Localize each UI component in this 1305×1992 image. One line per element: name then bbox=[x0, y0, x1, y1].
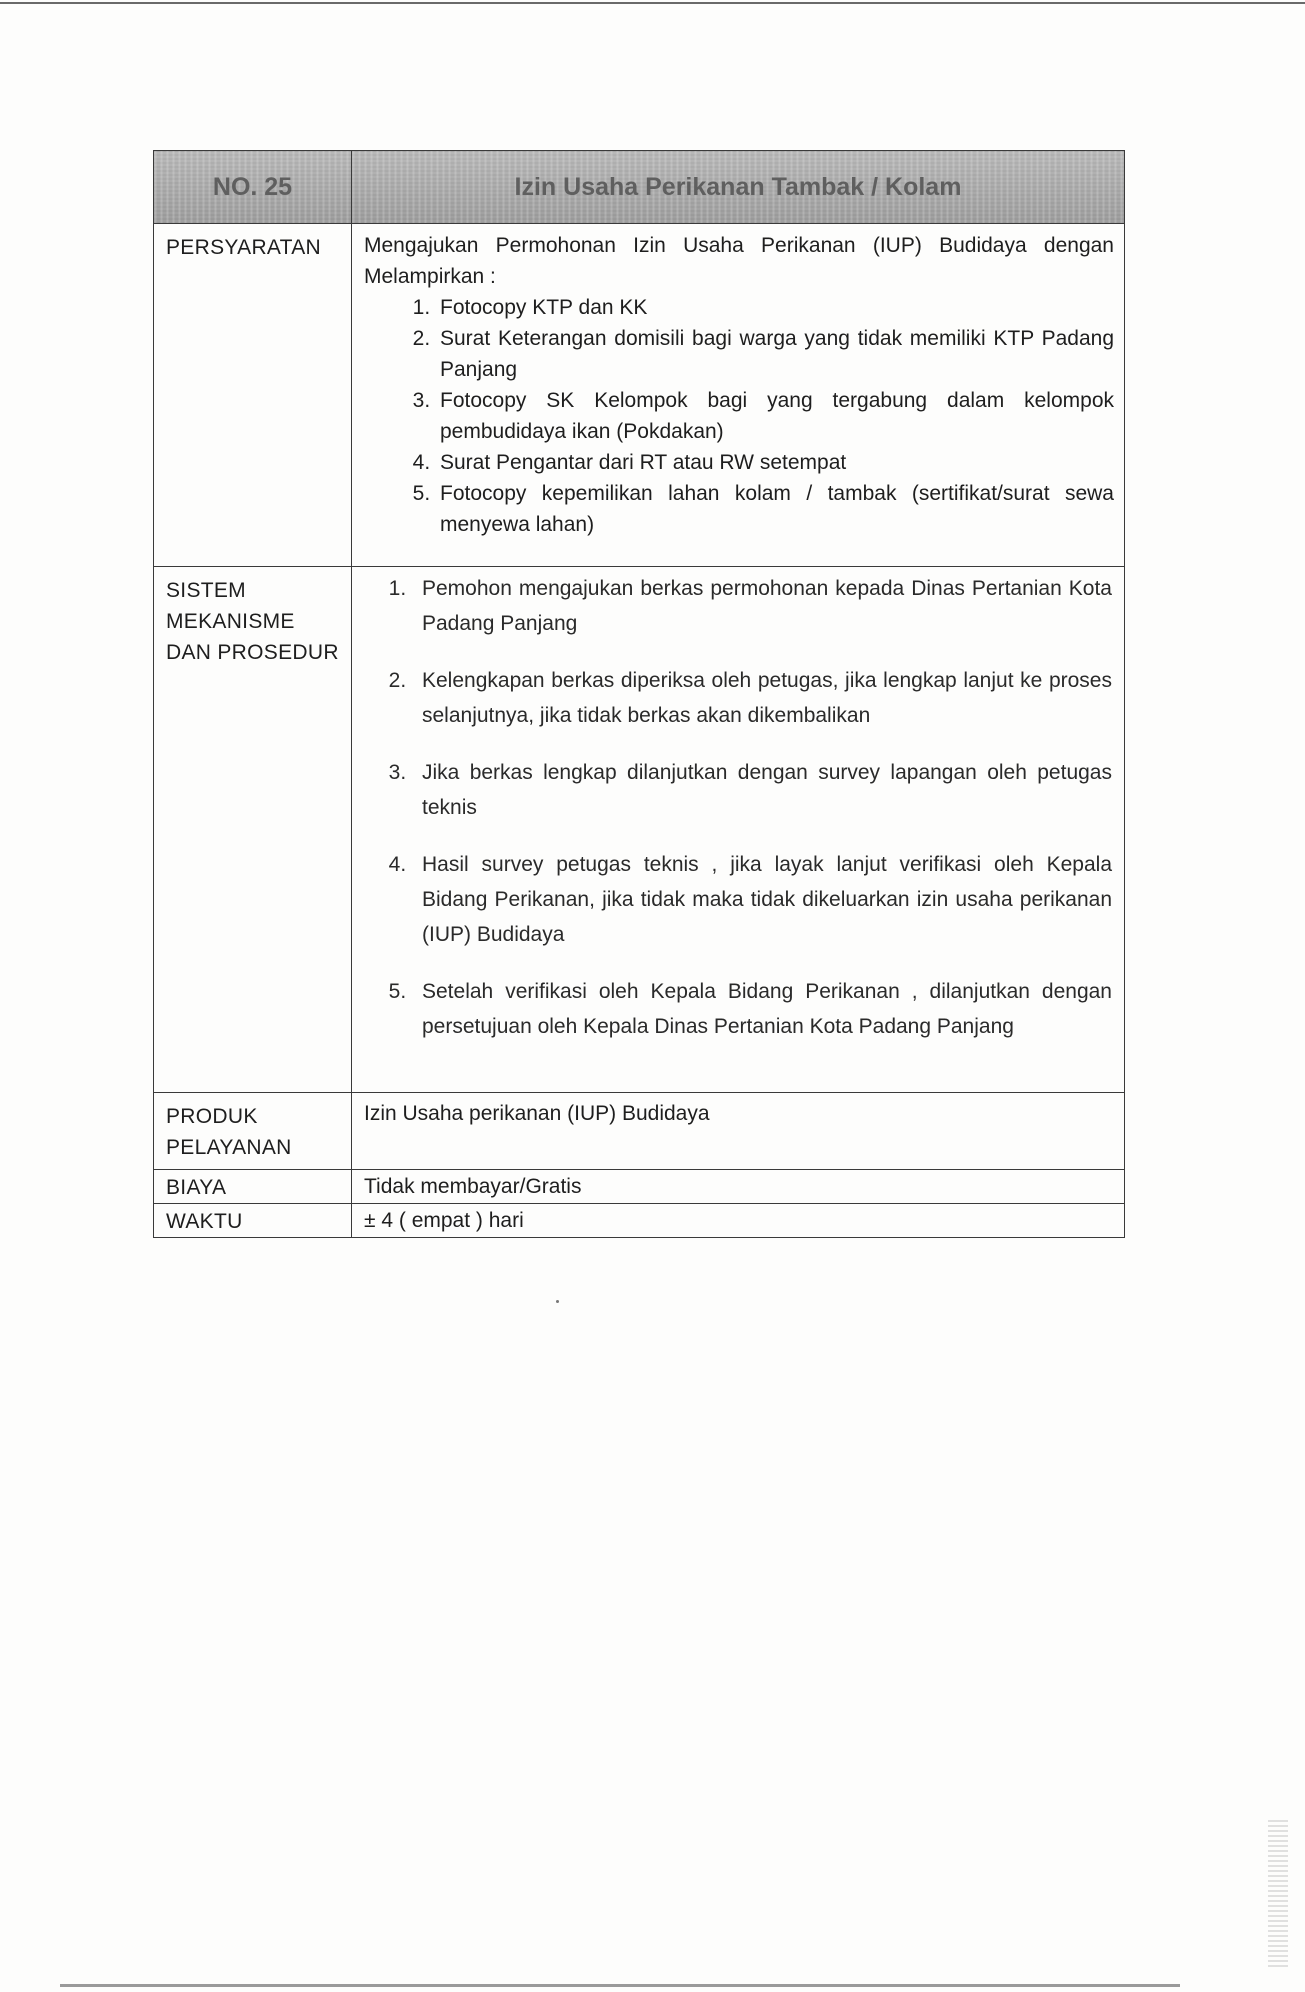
scan-top-edge bbox=[0, 2, 1305, 4]
procedure-step: 4. Hasil survey petugas teknis , jika layak lanjut verifikasi oleh Kepala Bidang Perikanan, jika tidak maka tidak dikeluarkan izin usaha perikanan (IUP) Budidaya bbox=[412, 847, 1112, 952]
label-sistem: SISTEM MEKANISME DAN PROSEDUR bbox=[154, 567, 352, 1093]
value-biaya: Tidak membayar/Gratis bbox=[352, 1170, 1125, 1204]
row-produk bbox=[154, 1093, 1125, 1170]
table-header-row bbox=[154, 151, 1125, 224]
label-persyaratan: PERSYARATAN bbox=[154, 224, 352, 567]
requirement-item: 5. Fotocopy kepemilikan lahan kolam / tambak (sertifikat/surat sewa menyewa lahan) bbox=[436, 478, 1114, 540]
scan-edge-artifact bbox=[1268, 1820, 1288, 1970]
requirements-intro: Mengajukan Permohonan Izin Usaha Perikanan (IUP) Budidaya dengan Melampirkan : bbox=[364, 234, 1114, 288]
label-biaya: BIAYA bbox=[154, 1170, 352, 1204]
procedure-list bbox=[364, 571, 1112, 1044]
procedure-step: 1. Pemohon mengajukan berkas permohonan kepada Dinas Pertanian Kota Padang Panjang bbox=[412, 571, 1112, 641]
row-biaya bbox=[154, 1170, 1125, 1204]
label-waktu: WAKTU bbox=[154, 1204, 352, 1238]
service-title: Izin Usaha Perikanan Tambak / Kolam bbox=[352, 151, 1125, 224]
value-produk: Izin Usaha perikanan (IUP) Budidaya bbox=[352, 1093, 1125, 1170]
requirement-item: 4. Surat Pengantar dari RT atau RW setempat bbox=[436, 447, 1114, 478]
scan-speck bbox=[556, 1300, 559, 1303]
requirement-item: 1. Fotocopy KTP dan KK bbox=[436, 292, 1114, 323]
requirement-item: 2. Surat Keterangan domisili bagi warga yang tidak memiliki KTP Padang Panjang bbox=[436, 323, 1114, 385]
procedure-step: 3. Jika berkas lengkap dilanjutkan dengan survey lapangan oleh petugas teknis bbox=[412, 755, 1112, 825]
value-waktu: ± 4 ( empat ) hari bbox=[352, 1204, 1125, 1238]
service-number: NO. 25 bbox=[154, 151, 352, 224]
row-persyaratan bbox=[154, 224, 1125, 567]
procedure-step: 5. Setelah verifikasi oleh Kepala Bidang Perikanan , dilanjutkan dengan persetujuan oleh Kepala Dinas Pertanian Kota Padang Panjang bbox=[412, 974, 1112, 1044]
requirements-cell bbox=[352, 224, 1125, 567]
requirement-item: 3. Fotocopy SK Kelompok bagi yang tergabung dalam kelompok pembudidaya ikan (Pokdakan) bbox=[436, 385, 1114, 447]
procedure-cell bbox=[352, 567, 1125, 1093]
scan-bottom-edge bbox=[60, 1984, 1180, 1987]
row-sistem bbox=[154, 567, 1125, 1093]
service-standard-table bbox=[153, 150, 1125, 1238]
label-produk: PRODUK PELAYANAN bbox=[154, 1093, 352, 1170]
row-waktu bbox=[154, 1204, 1125, 1238]
procedure-step: 2. Kelengkapan berkas diperiksa oleh petugas, jika lengkap lanjut ke proses selanjutnya, jika tidak berkas akan dikembalikan bbox=[412, 663, 1112, 733]
requirements-list bbox=[364, 292, 1114, 540]
